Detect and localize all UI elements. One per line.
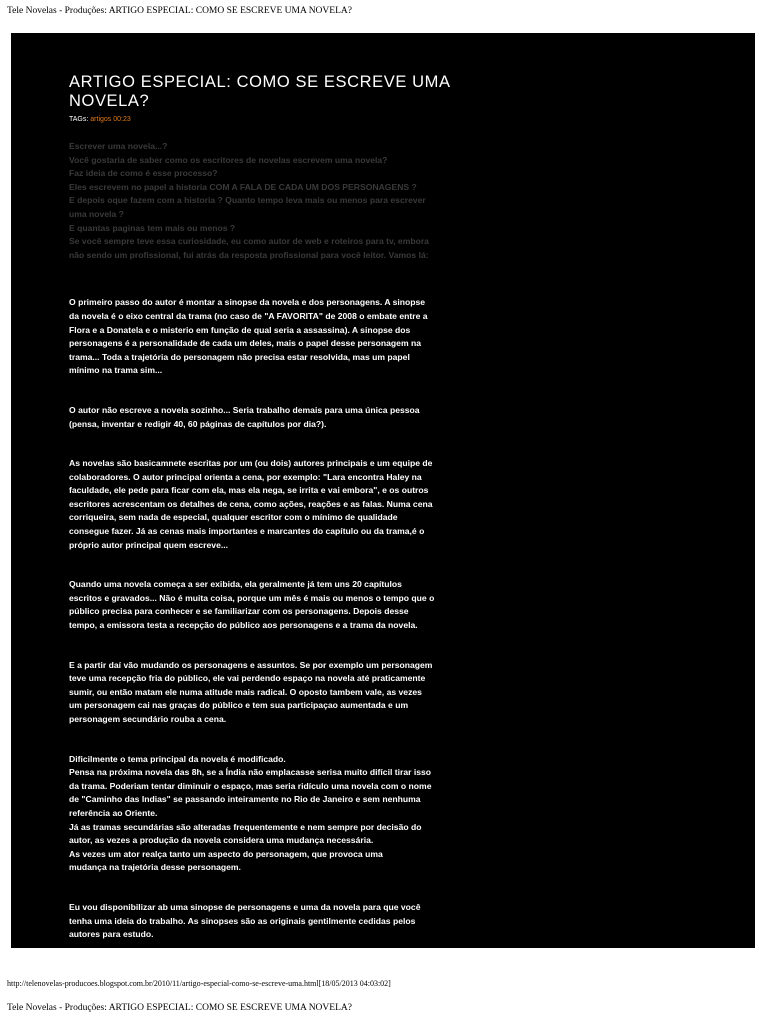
print-page-footer-url: http://telenovelas-producoes.blogspot.com.br/2010/11/artigo-especial-como-se-escreve-uma.html[18/05/2013 04:03:02] <box>7 979 391 988</box>
intro-line: Faz ideia de como é esse processo? <box>69 168 218 179</box>
post-tags-row <box>69 115 481 124</box>
intro-line: uma novela ? <box>69 208 124 219</box>
paragraph-line: da novela é o eixo central da trama (no caso de "A FAVORITA" de 2008 o embate entre a <box>69 310 428 321</box>
intro-line: Você gostaria de saber como os escritores de novelas escrevem uma novela? <box>69 154 388 165</box>
paragraph-line: autores para estudo. <box>69 929 154 940</box>
print-page-header: Tele Novelas - Produções: ARTIGO ESPECIAL: COMO SE ESCREVE UMA NOVELA? <box>7 6 352 16</box>
paragraph-line: mínimo na trama sim... <box>69 365 163 376</box>
paragraph-line: Pensa na próxima novela das 8h, se a Índia não emplacasse serisa muito difícil tirar isso <box>69 767 432 778</box>
paragraph-line: consegue fazer. Já as cenas mais importantes e marcantes do capítulo ou da trama,é o <box>69 526 425 537</box>
intro-line: E quantas paginas tem mais ou menos ? <box>69 222 236 233</box>
body-paragraph-tema <box>69 753 481 875</box>
intro-line: Escrever uma novela...? <box>69 141 168 151</box>
body-paragraph-sinopse <box>69 296 481 378</box>
paragraph-line: (pensa, inventar e redigir 40, 60 páginas de capítulos por dia?). <box>69 418 327 429</box>
paragraph-line: mudança na trajetória desse personagem. <box>69 862 241 873</box>
blog-post <box>69 73 481 981</box>
paragraph-line: As novelas são basicamnete escritas por um (ou dois) autores principais e um equipe de <box>69 458 433 469</box>
intro-line: E depois oque fazem com a historia ? Quanto tempo leva mais ou menos para escrever <box>69 195 426 206</box>
post-title[interactable]: ARTIGO ESPECIAL: COMO SE ESCREVE UMA NOVELA? <box>69 73 450 110</box>
body-paragraph-autor <box>69 404 481 431</box>
body-paragraph-colaboradores <box>69 457 481 552</box>
paragraph-line: tenha uma ideia do trabalho. As sinopses são as originais gentilmente cedidas pelos <box>69 915 416 926</box>
tags-label: TAGs: <box>69 116 89 123</box>
blog-post-container <box>11 33 755 979</box>
paragraph-line: O autor não escreve a novela sozinho... Seria trabalho demais para uma única pessoa <box>69 404 420 415</box>
paragraph-line: Flora e a Donatela e o misterio em função de qual seria a assassina). A sinopse dos <box>69 324 411 335</box>
paragraph-line: sumir, ou então matam ele numa atitude mais radical. O oposto tambem vale, as vezes <box>69 686 422 697</box>
print-next-page-header: Tele Novelas - Produções: ARTIGO ESPECIAL: COMO SE ESCREVE UMA NOVELA? <box>7 1003 352 1013</box>
paragraph-line: trama... Toda a trajetória do personagem não precisa estar resolvida, mas um papel <box>69 351 410 362</box>
paragraph-line: teve uma recepção fria do público, ele vai perdendo espaço na novela até praticamente <box>69 673 426 684</box>
paragraph-line: Eu vou disponibilizar ab uma sinopse de personagens e uma da novela para que você <box>69 901 421 912</box>
intro-paragraph <box>69 140 481 262</box>
paragraph-line: personagem secundário rouba a cena. <box>69 714 227 724</box>
intro-line: Se você sempre teve essa curiosidade, eu como autor de web e roteiros para tv, embora <box>69 236 429 247</box>
intro-line: Eles escrevem no papel a historia COM A FALA DE CADA UM DOS PERSONAGENS ? <box>69 181 417 192</box>
paragraph-line: autor, as vezes a produção da novela considera uma mudança necessária. <box>69 835 374 846</box>
paragraph-line: de "Caminho das Indias" se passando inteiramente no Rio de Janeiro e sem nenhuma <box>69 794 421 805</box>
paragraph-line: Já as tramas secundárias são alteradas frequentemente e nem sempre por decisão do <box>69 821 422 832</box>
paragraph-line: O primeiro passo do autor é montar a sinopse da novela e dos personagens. A sinopse <box>69 297 426 308</box>
paragraph-line: da trama. Poderiam tentar diminuir o espaço, mas seria ridículo uma novela com o nome <box>69 780 432 791</box>
paragraph-line: Quando uma novela começa a ser exibida, ela geralmente já tem uns 20 capítulos <box>69 579 402 590</box>
paragraph-line: público precisa para conhecer e se familiarizar com os personagens. Depois desse <box>69 606 409 617</box>
paragraph-line: tempo, a emissora testa a recepção do público aos personagens e a trama da novela. <box>69 620 418 631</box>
body-paragraph-exibicao <box>69 578 481 632</box>
paragraph-line: As vezes um ator realça tanto um aspecto do personagem, que provoca uma <box>69 848 383 859</box>
body-paragraph-sinopses <box>69 901 481 942</box>
paragraph-line: escritores acrescentam os detalhes de cena, como ações, reações e as falas. Numa cena <box>69 498 433 509</box>
paragraph-line: próprio autor principal quem escreve... <box>69 539 229 550</box>
paragraph-line: faculdade, ele pede para ficar com ela, mas ela nega, se irrita e vai embora", e os outros <box>69 485 429 496</box>
intro-line: não sendo um profissional, fui atrás da resposta profissional para você leitor. Vamos lá: <box>69 249 429 260</box>
paragraph-line: E a partir daí vão mudando os personagens e assuntos. Se por exemplo um personagem <box>69 659 433 670</box>
tag-link-artigos[interactable]: artigos <box>90 116 112 123</box>
paragraph-line: escritos e gravados... Não é muita coisa, porque um mês é mais ou menos o tempo que o <box>69 592 435 603</box>
body-paragraph-mudancas <box>69 659 481 727</box>
post-time[interactable]: 00:23 <box>113 116 131 123</box>
paragraph-line: SINOPSE DE PERSONAGENS DE O DONO DO MUNDO (1991), DE GILBERTO BRAGA <box>69 968 417 979</box>
paragraph-line: referência ao Oriente. <box>69 807 158 818</box>
paragraph-line: um personagem cai nas graças do público e tem sua participaçao aumentada e um <box>69 700 409 711</box>
paragraph-line: colaboradores. O autor principal orienta a cena, por exemplo: "Lara encontra Haley na <box>69 471 422 482</box>
paragraph-line: corriqueira, sem nada de especial, qualquer escritor com o mínimo de qualidade <box>69 512 398 523</box>
paragraph-line: personagens é a personalidade de cada um deles, mais o papel desse personagem na <box>69 338 421 349</box>
paragraph-line: Dificilmente o tema principal da novela é modificado. <box>69 753 286 764</box>
